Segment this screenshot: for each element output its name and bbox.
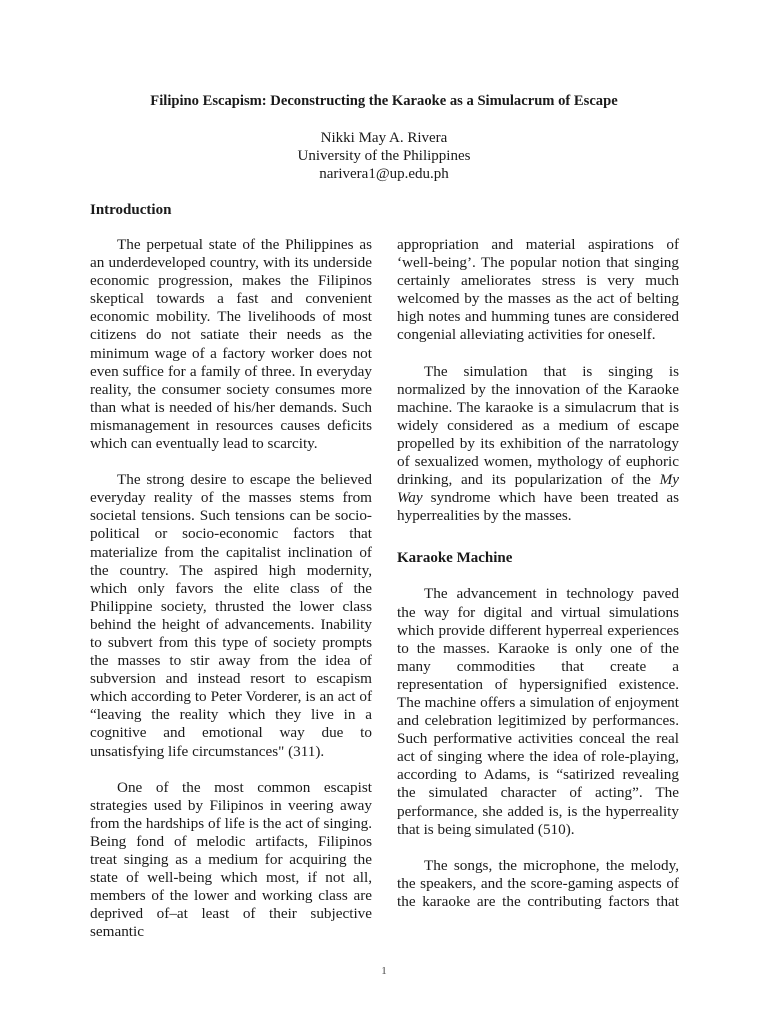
paragraph: The strong desire to escape the believed everyday reality of the masses stems from societal tensions. Such tensions can be socio-political or socio-economic factors that materialize from the capitalist inclination of the country. The aspired high modernity, which only favors the elite class of the Philippine society, thrusted the lower class behind the height of advancements. Inability to subvert from this type of society prompts the masses to stir away from the idea of subversion and instead resort to escapism which according to Peter Vorderer, is an act of “leaving the reality which they live in a cognitive and emotional way due to unsatisfying life circumstances" (311). (90, 471, 372, 760)
italic-title: My Way (397, 471, 679, 507)
paragraph: The songs, the microphone, the melody, the speakers, and the score-gaming aspects of the karaoke are the contributing factors that (397, 856, 679, 910)
paragraph (397, 363, 679, 526)
paragraph: The perpetual state of the Philippines as an underdeveloped country, with its underside economic progression, makes the Filipinos skeptical towards a fast and convenient economic mobility. The livelihoods of most citizens do not satiate their needs as the minimum wage of a factory worker does not even suffice for a family of three. In everyday reality, the consumer society consumes more than what is needed of his/her demands. Such mismanagement in resources causes deficits which can eventually lead to scarcity. (90, 236, 372, 453)
paper-title: Filipino Escapism: Deconstructing the Karaoke as a Simulacrum of Escape (150, 93, 618, 109)
author-email: narivera1@up.edu.ph (319, 166, 449, 182)
section-heading-karaoke-machine: Karaoke Machine (397, 550, 513, 567)
paragraph: One of the most common escapist strategies used by Filipinos in veering away from the hardships of life is the act of singing. Being fond of melodic artifacts, Filipinos treat singing as a medium for acquiring the state of well-being which most, if not all, members of the lower and working class are deprived of–at least of their subjective semantic (90, 778, 372, 941)
paragraph-continued: appropriation and material aspirations of ‘well-being’. The popular notion that singing certainly ameliorates stress is very much welcomed by the masses as the act of belting high notes and humming tunes are considered congenial alleviating activities for oneself. (397, 236, 679, 344)
author-name: Nikki May A. Rivera (320, 130, 448, 146)
left-column (90, 236, 372, 941)
paragraph-text: The simulation that is singing is normalized by the innovation of the Karaoke machine. The karaoke is a simulacrum that is widely considered as a medium of escape propelled by its exhibition of the narratology of sexualized women, mythology of euphoric drinking, and its popularization of the (397, 362, 679, 489)
page-number: 1 (381, 965, 387, 977)
author-block (0, 129, 768, 183)
paragraph-text: syndrome which have been treated as hyperrealities by the masses. (397, 489, 679, 525)
section-heading-introduction: Introduction (90, 202, 172, 218)
author-affiliation: University of the Philippines (297, 148, 471, 164)
right-column (397, 236, 679, 911)
paragraph: The advancement in technology paved the way for digital and virtual simulations which provide different hyperreal experiences to the masses. Karaoke is only one of the many commodities that create a representation of hypersignified existence. The machine offers a simulation of enjoyment and celebration legitimized by performances. Such performative activities conceal the real act of singing where the idea of role-playing, according to Adams, is “satirized revealing the simulated character of acting”. The performance, she added is, is the hyperreality that is being simulated (510). (397, 585, 679, 838)
